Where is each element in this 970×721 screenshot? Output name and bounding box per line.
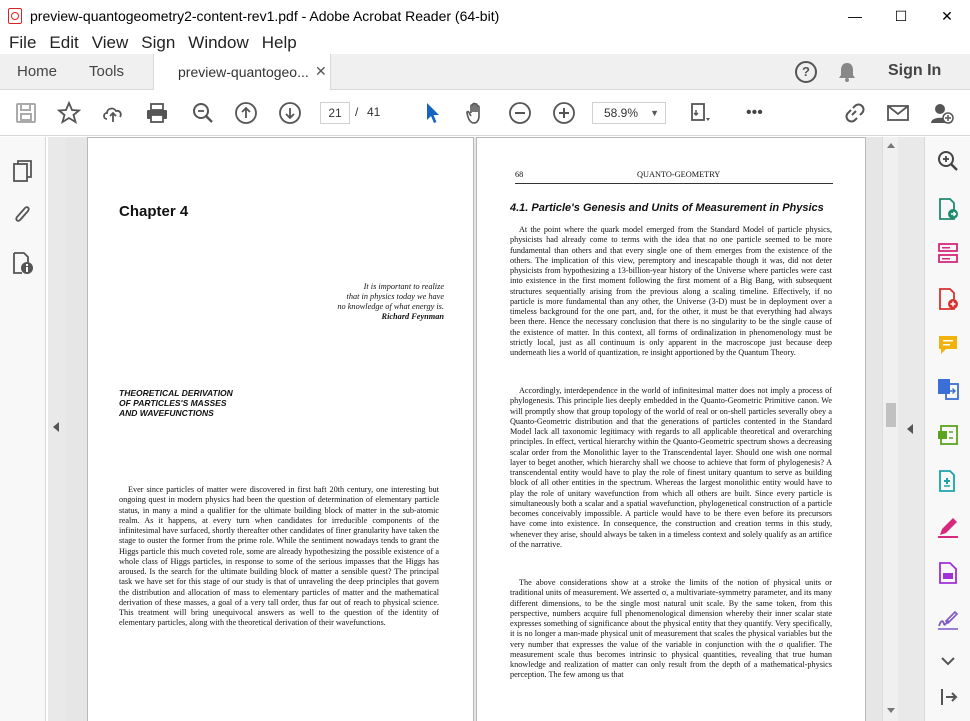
compress-pdf-icon[interactable] (936, 423, 960, 447)
zoom-search-icon[interactable] (936, 149, 960, 173)
hand-tool-icon[interactable] (464, 101, 488, 125)
menu-edit[interactable]: Edit (49, 33, 79, 52)
select-cursor-icon[interactable] (421, 101, 445, 125)
bookmark-star-icon[interactable] (57, 101, 81, 125)
zoom-out-icon[interactable] (508, 101, 532, 125)
print-icon[interactable] (145, 101, 169, 125)
section-title (119, 388, 269, 418)
epigraph-line: no knowledge of what energy is. (337, 302, 444, 311)
close-button[interactable]: ✕ (941, 7, 953, 24)
zoom-level-select[interactable] (592, 102, 666, 124)
chapter-heading: Chapter 4 (119, 203, 189, 220)
organize-pages-icon[interactable] (936, 241, 960, 265)
running-header (515, 170, 833, 184)
epigraph-line: It is important to realize (363, 282, 444, 291)
attachments-icon[interactable] (12, 203, 34, 227)
next-page-icon[interactable] (278, 101, 302, 125)
left-panel-toggle[interactable] (48, 137, 66, 721)
zoom-in-icon[interactable] (552, 101, 576, 125)
collapse-panel-icon[interactable] (936, 685, 960, 709)
menu-bar (0, 32, 970, 54)
menu-window[interactable]: Window (188, 33, 249, 52)
right-panel-toggle[interactable] (898, 137, 924, 721)
page-thumbnails-icon[interactable] (12, 159, 34, 183)
scroll-down-arrow-icon[interactable] (887, 708, 895, 713)
edit-pdf-icon[interactable] (936, 469, 960, 493)
chevron-left-icon (53, 422, 59, 432)
zoom-level-value: 58.9% (604, 106, 639, 120)
window-controls (832, 0, 970, 32)
tab-tools[interactable]: Tools (89, 63, 125, 80)
section-title-line: AND WAVEFUNCTIONS (119, 408, 214, 418)
more-tools-icon[interactable]: ••• (746, 104, 763, 121)
body-paragraph: At the point where the quark model emerged from the Standard Model of particle physics, physicists had already come to terms with the idea that no one particle seemed to be more fundamental than others and that every single one of them emerges from the existence of the others. The implication of this view, peremptory and inescapable though it was, did not deter physicists from hypothesizing a 13-billion-year history of the Universe where particles were cast into existence in the first moment following the first moment of a Big Bang, with subsequent structures sequentially arising from the previous along a scaling timeline. Effectively, if no particle is more fundamental than any other, the Universe (3-D) must be in deployment over a timeless background for the one part, and, for the other, it must be that everything had always been there. Hence the necessary conclusion that there is no singularity to be the single cause of the existence of matter. In this context, all forms of ordinalization in phenomenology must be strictly local, just as all continuum is only apparent in the macroscope just because deep underneath lies a world of quantization, re insight apportioned by the Quantum Theory. (510, 225, 832, 357)
scroll-up-arrow-icon[interactable] (887, 143, 895, 148)
tab-home[interactable]: Home (17, 63, 58, 80)
document-properties-icon[interactable] (12, 251, 34, 275)
share-link-icon[interactable] (842, 101, 866, 125)
body-paragraph: The above considerations show at a stroke the limits of the notion of physical units or traditional units of measurement. We asserted σ, a multivariate-symmetry parameter, and its many different dimensions, to be the single most natural unit scale. By the same token, from this perspective, numbers acquire full phenomenological dimension whereby their inner scalar state expresses something of significance about the physical entity that they quantify. Very specifically, it is no longer a man-made physical unit of measurement that scales the physical variables but the very number that expresses the value of the variable in conjunction with the σ qualifier. The measurement scale thus becomes intrinsic to physical quantities, revealing that true human knowledge and realization of matter can only result from the depth of a mathematical-physics perception. The few among us that (510, 578, 832, 680)
export-pdf-icon[interactable] (936, 197, 960, 221)
help-icon[interactable]: ? (795, 61, 817, 83)
epigraph-line: that in physics today we have (346, 292, 444, 301)
section-heading: 4.1. Particle's Genesis and Units of Measurement in Physics (510, 202, 824, 214)
section-title-line: THEORETICAL DERIVATION (119, 388, 233, 398)
minimize-button[interactable]: — (848, 8, 862, 24)
acrobat-icon (8, 8, 22, 24)
comment-icon[interactable] (936, 333, 960, 357)
maximize-button[interactable]: ☐ (894, 7, 908, 24)
pdf-document-icon[interactable] (936, 561, 960, 585)
page-number-label: 68 (515, 170, 524, 179)
epigraph-author: Richard Feynman (381, 312, 444, 321)
epigraph (268, 282, 444, 322)
page-number-input[interactable]: 21 (320, 102, 350, 124)
tab-bar (0, 54, 970, 90)
scrollbar-thumb[interactable] (886, 403, 896, 427)
menu-sign[interactable]: Sign (141, 33, 176, 52)
vertical-scrollbar[interactable] (882, 137, 898, 721)
pdf-page-left (87, 137, 474, 721)
tab-document[interactable] (153, 54, 331, 91)
tab-document-label: preview-quantogeo... (178, 64, 309, 80)
create-pdf-icon[interactable] (936, 287, 960, 311)
upload-cloud-icon[interactable] (101, 101, 125, 125)
sign-in-button[interactable]: Sign In (888, 62, 942, 79)
page-total: 41 (367, 105, 381, 119)
body-paragraph: Ever since particles of matter were discovered in first haft 20th century, one interesting but ongoing quest in modern physics had been the question of determination of elementary particle status, in many a mind a qualifier for the ultimate building block of matter in the sub-atomic realm. As it happens, at every turn when candidates for irreducible components of the infinitesimal have surfaced, shortly thereafter other candidates of finer granularity have taken the stage to ouster the former from the prime role. While the sentiment nowadays tends to grant the Higgs particle this much coveted role, some are already hypothesizing the possible existence of a whole class of Higgs particles, in response to some of the serious impasses that the Higgs has aroused. Is the search for the ultimate building block of matter a sensible quest? The principal task we have set for this stage of our study is that of unraveling the deep principles that govern the distribution and allocation of mass to elementary particles of matter and the mathematical derivation of these masses, a goal of a very tall order, thus far out of reach to physical science. This treatment will bring unequivocal answers as well to the question of the identity of elementary particles, along with the theoretical derivation of their wavefunctions. (119, 485, 439, 628)
chevron-down-icon[interactable] (936, 649, 960, 673)
pdf-page-right (476, 137, 866, 721)
title-bar (0, 0, 970, 32)
right-tools-panel (924, 137, 970, 721)
previous-page-icon[interactable] (234, 101, 258, 125)
menu-help[interactable]: Help (261, 33, 297, 52)
save-icon[interactable] (14, 101, 38, 125)
fill-sign-icon[interactable] (936, 515, 960, 539)
menu-file[interactable]: File (9, 33, 37, 52)
running-title: QUANTO-GEOMETRY (637, 170, 721, 179)
email-icon[interactable] (886, 101, 910, 125)
window-title: preview-quantogeometry2-content-rev1.pdf - Adobe Acrobat Reader (64-bit) (30, 8, 500, 24)
left-navigation-panel (0, 137, 46, 721)
tab-close-icon[interactable]: ✕ (315, 63, 327, 79)
notifications-bell-icon[interactable] (838, 62, 856, 82)
document-view[interactable] (66, 137, 882, 721)
body-paragraph: Accordingly, interdependence in the world of infinitesimal matter does not imply a process of phylogenesis. This principle lies deeply embedded in the Quanto-Geometric Primitive canon. We will promptly show that group topology of the world of real or on-shell particles severally obey a Quanto-Geometric distribution and that the generations of particles contented in the Standard Model lack all taxonomic legitimacy with regards to all applicable theoretical and overarching principles. In effect, vertical hierarchy within the Quanto-Geometric spectrum shows a decreasing scalar order from the Monolithic layer to the Transcendental layer. Should one wish one normal layer to beget another, which hierarchy shall we choose to achieve that form of phylogenesis? A transcendental entity would have to play the role of finest unitary quantum to serve as building block of all other entities in the spectrum. Whereas the largest monolithic entity would have to play the role of unitary wavefunction from which all others are built. Since every particle is simultaneously both a scalar and a spatial wavefunction, phylogenetical construction of a particle becomes conceivably impossible. A particle would have to be there even before its precursors have come into existence. In consequence, the construction and creation terms in this study, whenever they arise, should always be taken in a timeless context and solely qualify as an artifice of the narrative. (510, 386, 832, 549)
chevron-down-icon: ▼ (650, 108, 659, 118)
menu-view[interactable]: View (91, 33, 129, 52)
page-separator: / (355, 105, 359, 119)
toolbar (0, 90, 970, 136)
request-signature-icon[interactable] (936, 607, 960, 631)
account-add-icon[interactable] (930, 101, 954, 125)
page-fit-icon[interactable] (688, 101, 712, 125)
section-title-line: OF PARTICLES'S MASSES (119, 398, 227, 408)
zoom-search-icon[interactable] (191, 101, 215, 125)
combine-files-icon[interactable] (936, 377, 960, 401)
chevron-left-icon (907, 424, 913, 434)
